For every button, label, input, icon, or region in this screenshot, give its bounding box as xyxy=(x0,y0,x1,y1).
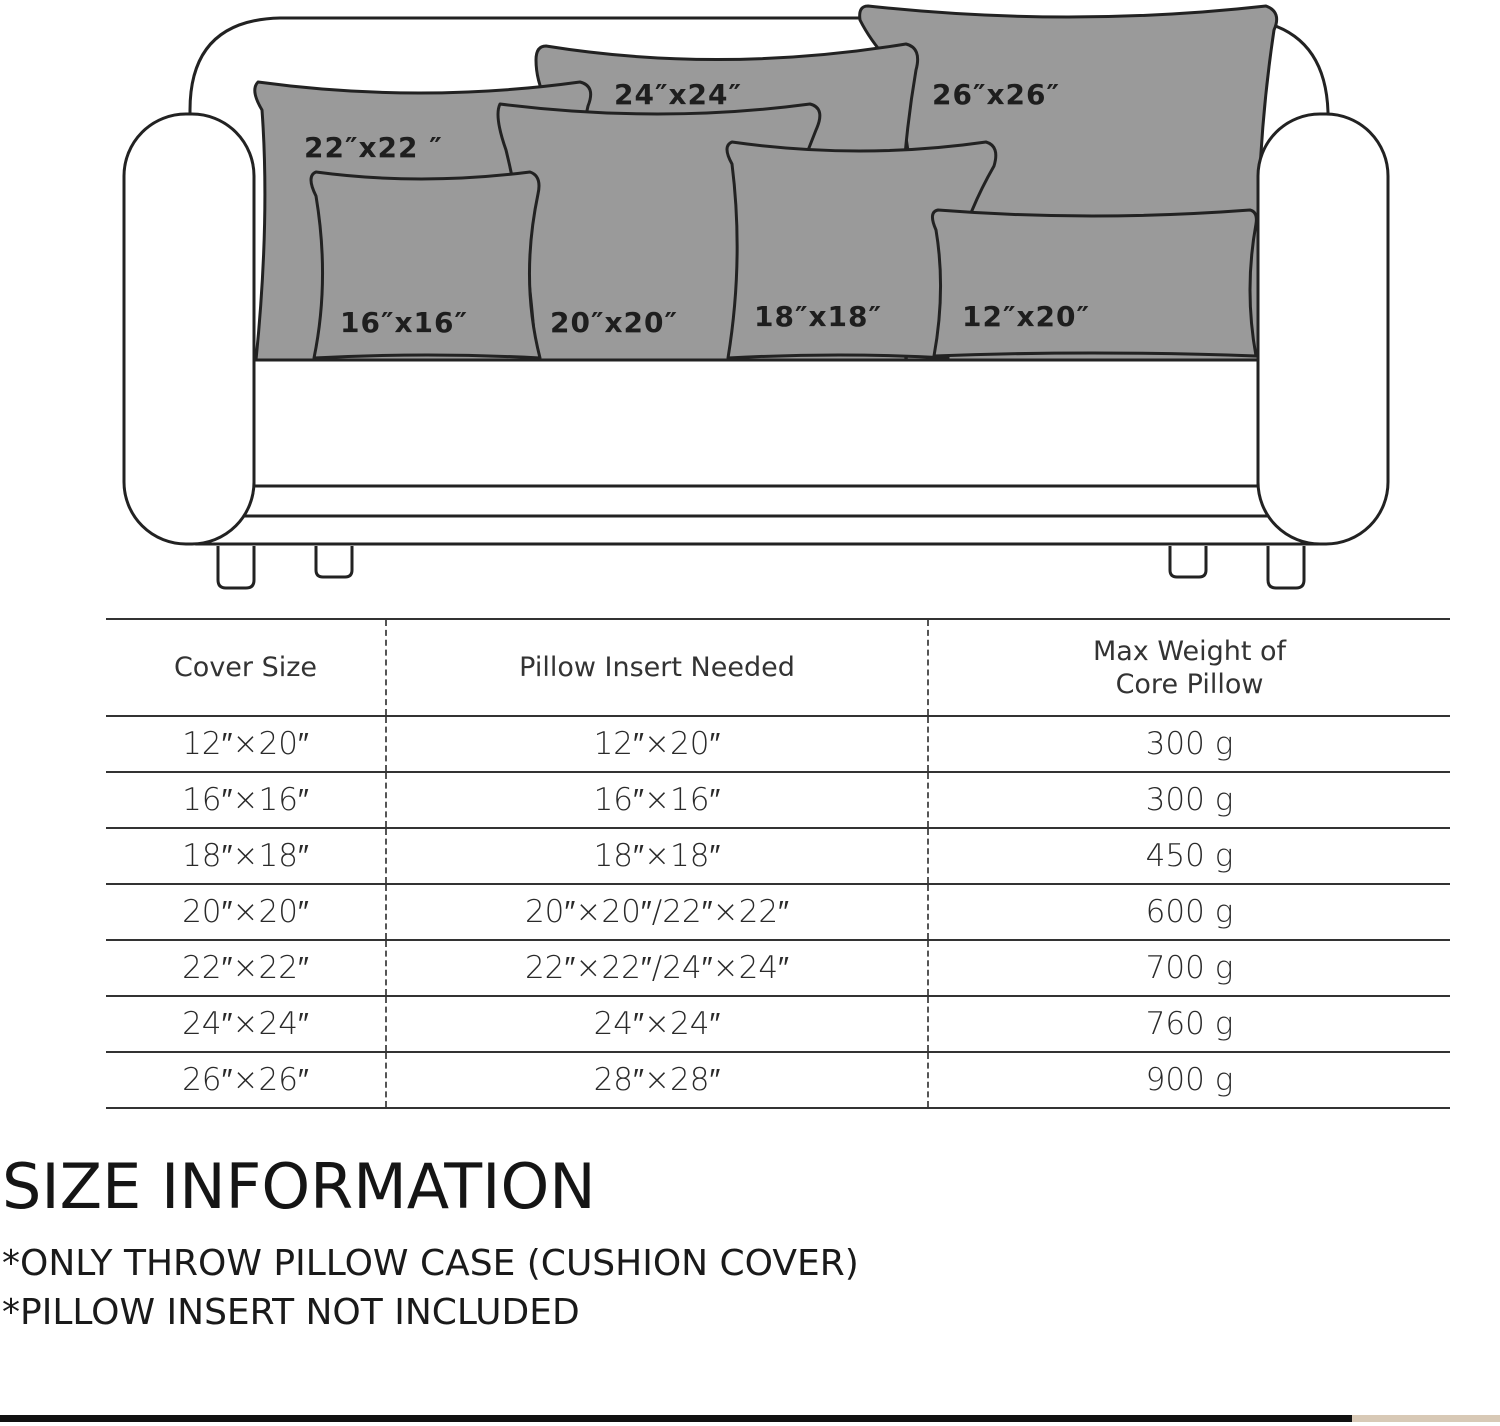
size-table xyxy=(106,618,1450,1109)
insert-needed-cell: 24″×24″ xyxy=(386,996,928,1052)
header-insert-needed: Pillow Insert Needed xyxy=(386,619,928,716)
header-max-weight-line1: Max Weight of xyxy=(1092,635,1287,667)
header-max-weight-line2: Core Pillow xyxy=(1115,668,1264,700)
insert-needed-cell: 16″×16″ xyxy=(386,772,928,828)
note-insert-not-included: *PILLOW INSERT NOT INCLUDED xyxy=(2,1292,580,1333)
pillow-label-24: 24″x24″ xyxy=(614,78,743,111)
cover-size-cell: 12″×20″ xyxy=(106,716,386,772)
insert-needed-cell: 18″×18″ xyxy=(386,828,928,884)
table-row xyxy=(106,772,1450,828)
sofa-leg xyxy=(1268,546,1304,588)
header-max-weight xyxy=(928,619,1450,716)
cover-size-cell: 22″×22″ xyxy=(106,940,386,996)
cover-size-cell: 20″×20″ xyxy=(106,884,386,940)
insert-needed-cell: 20″×20″/22″×22″ xyxy=(386,884,928,940)
pillow-label-20: 20″x20″ xyxy=(550,306,679,339)
cover-size-cell: 24″×24″ xyxy=(106,996,386,1052)
table-row xyxy=(106,940,1450,996)
max-weight-cell: 300 g xyxy=(928,716,1450,772)
max-weight-cell: 900 g xyxy=(928,1052,1450,1108)
pillow-label-26: 26″x26″ xyxy=(932,78,1061,111)
max-weight-cell: 300 g xyxy=(928,772,1450,828)
insert-needed-cell: 28″×28″ xyxy=(386,1052,928,1108)
table-header-row xyxy=(106,619,1450,716)
cover-size-cell: 18″×18″ xyxy=(106,828,386,884)
sofa-leg xyxy=(218,546,254,588)
sofa-illustration xyxy=(0,0,1500,600)
pillow-12-shape xyxy=(932,210,1256,356)
sofa-leg xyxy=(1170,546,1206,577)
note-cover-only: *ONLY THROW PILLOW CASE (CUSHION COVER) xyxy=(2,1243,859,1284)
sofa-seat xyxy=(254,360,1258,486)
table-row xyxy=(106,716,1450,772)
insert-needed-cell: 12″×20″ xyxy=(386,716,928,772)
max-weight-cell: 450 g xyxy=(928,828,1450,884)
pillow-label-22: 22″x22 ″ xyxy=(304,131,443,164)
table-row xyxy=(106,996,1450,1052)
max-weight-cell: 700 g xyxy=(928,940,1450,996)
sofa-arm-left xyxy=(124,114,254,544)
table-row xyxy=(106,884,1450,940)
max-weight-cell: 760 g xyxy=(928,996,1450,1052)
table-row xyxy=(106,828,1450,884)
max-weight-cell: 600 g xyxy=(928,884,1450,940)
sofa-arm-right xyxy=(1258,114,1388,544)
size-information-title: SIZE INFORMATION xyxy=(2,1150,596,1223)
bottom-rule xyxy=(0,1415,1352,1422)
header-cover-size: Cover Size xyxy=(106,619,386,716)
pillow-label-16: 16″x16″ xyxy=(340,306,469,339)
cover-size-cell: 16″×16″ xyxy=(106,772,386,828)
bottom-rule-accent xyxy=(1352,1415,1500,1422)
cover-size-cell: 26″×26″ xyxy=(106,1052,386,1108)
pillow-label-18: 18″x18″ xyxy=(754,300,883,333)
table-row xyxy=(106,1052,1450,1108)
sofa-leg xyxy=(316,546,352,577)
insert-needed-cell: 22″×22″/24″×24″ xyxy=(386,940,928,996)
pillow-label-12: 12″x20″ xyxy=(962,300,1091,333)
